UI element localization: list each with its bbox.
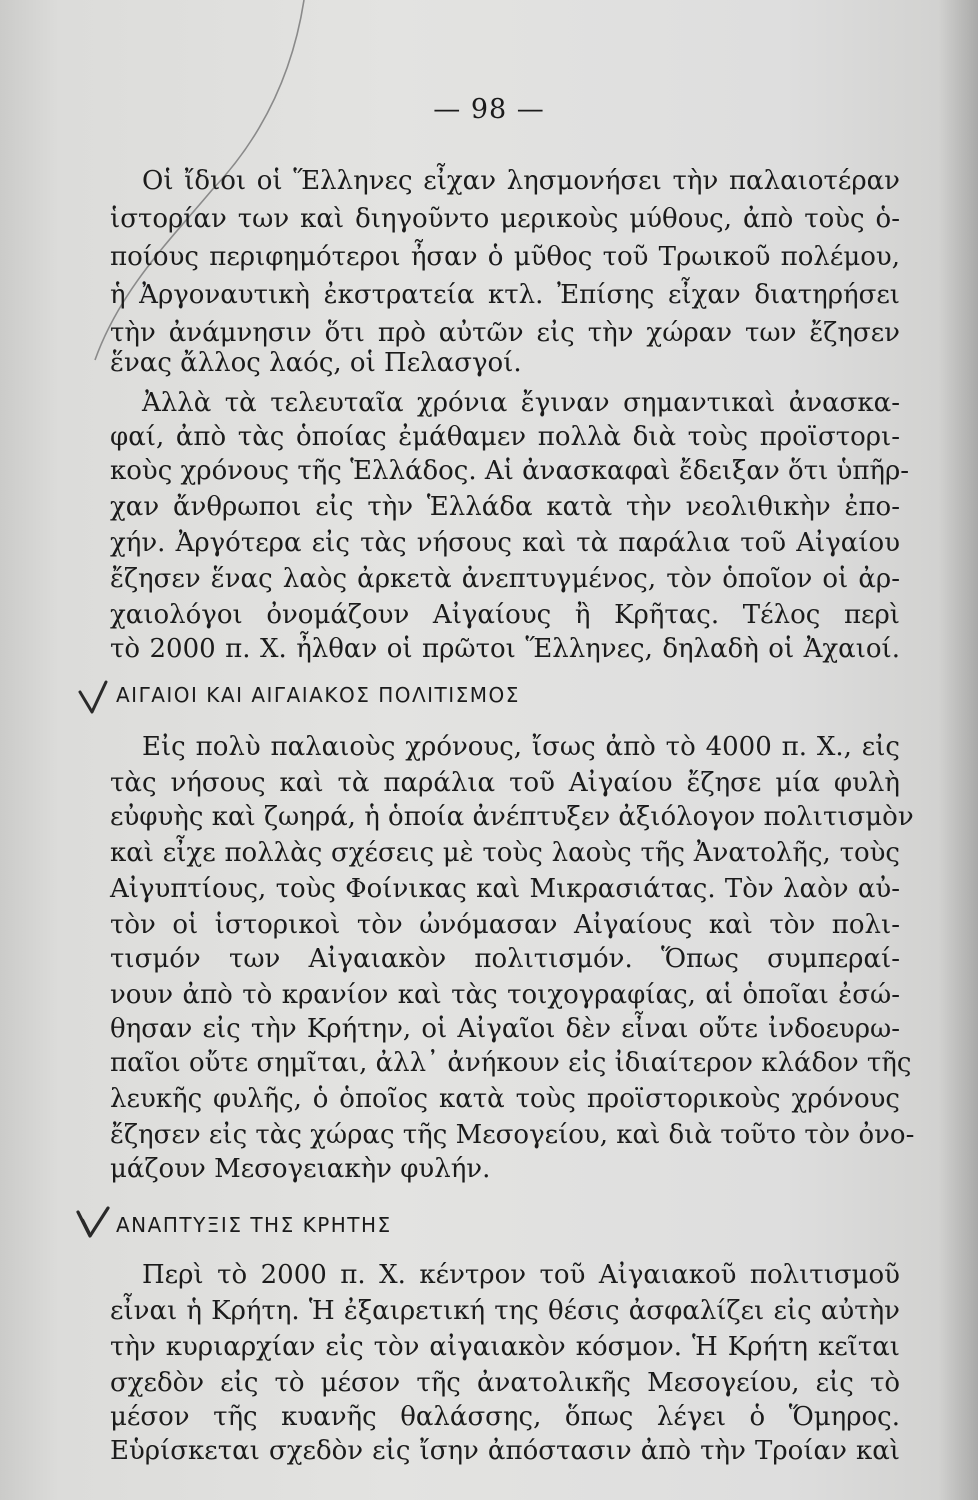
text-line: τὴν κυριαρχίαν εἰς τὸν αἰγαιακὸν κόσμον. Ἡ Κρήτη κεῖται (110, 1332, 900, 1362)
text-line: λευκῆς φυλῆς, ὁ ὁποῖος κατὰ τοὺς προϊστορικοὺς χρόνους (110, 1084, 900, 1114)
text-line: Εἰς πολὺ παλαιοὺς χρόνους, ἴσως ἀπὸ τὸ 4000 π. Χ., εἰς (142, 732, 900, 762)
check-mark-icon (74, 678, 114, 718)
text-line: τὰς νήσους καὶ τὰ παράλια τοῦ Αἰγαίου ἔζησε μία φυλὴ (110, 768, 900, 798)
text-line: Αἰγυπτίους, τοὺς Φοίνικας καὶ Μικρασιάτας. Τὸν λαὸν αὐ- (110, 874, 900, 904)
text-line: θησαν εἰς τὴν Κρήτην, οἱ Αἰγαῖοι δὲν εἶναι οὔτε ἰνδοευρω- (110, 1014, 900, 1044)
text-line: ἱστορίαν των καὶ διηγοῦντο μερικοὺς μύθους, ἀπὸ τοὺς ὁ- (110, 204, 900, 234)
text-line: Περὶ τὸ 2000 π. Χ. κέντρον τοῦ Αἰγαιακοῦ πολιτισμοῦ (142, 1260, 900, 1290)
text-line: μέσον τῆς κυανῆς θαλάσσης, ὅπως λέγει ὁ Ὅμηρος. (110, 1402, 900, 1432)
text-line: ἔζησεν εἰς τὰς χώρας τῆς Μεσογείου, καὶ διὰ τοῦτο τὸν ὀνο- (110, 1120, 915, 1150)
check-mark-icon (74, 1202, 114, 1242)
page-number: — 98 — (433, 94, 545, 125)
text-line: εἶναι ἡ Κρήτη. Ἡ ἐξαιρετική της θέσις ἀσφαλίζει εἰς αὐτὴν (110, 1296, 900, 1326)
section-heading-aegean: ΑΙΓΑΙΟΙ ΚΑΙ ΑΙΓΑΙΑΚΟΣ ΠΟΛΙΤΙΣΜΟΣ (116, 683, 520, 707)
text-line: χαιολόγοι ὀνομάζουν Αἰγαίους ἢ Κρῆτας. Τέλος περὶ (110, 600, 900, 630)
text-line: ἔζησεν ἕνας λαὸς ἀρκετὰ ἀνεπτυγμένος, τὸν ὁποῖον οἱ ἀρ- (110, 564, 900, 594)
text-line: νουν ἀπὸ τὸ κρανίον καὶ τὰς τοιχογραφίας, αἱ ὁποῖαι ἐσώ- (110, 980, 900, 1010)
text-line: ἕνας ἄλλος λαός, οἱ Πελασγοί. (110, 348, 522, 378)
text-line: μάζουν Μεσογειακὴν φυλήν. (110, 1154, 491, 1184)
text-line: ἡ Ἀργοναυτικὴ ἐκστρατεία κτλ. Ἐπίσης εἶχαν διατηρήσει (110, 280, 900, 310)
text-line: Οἱ ἴδιοι οἱ Ἕλληνες εἶχαν λησμονήσει τὴν παλαιοτέραν (142, 166, 900, 196)
section-heading-crete: ΑΝΑΠΤΥΞΙΣ ΤΗΣ ΚΡΗΤΗΣ (116, 1213, 392, 1237)
text-line: Ἀλλὰ τὰ τελευταῖα χρόνια ἔγιναν σημαντικαὶ ἀνασκα- (142, 388, 900, 418)
text-line: χαν ἄνθρωποι εἰς τὴν Ἑλλάδα κατὰ τὴν νεολιθικὴν ἐπο- (110, 492, 900, 522)
text-line: ποίους περιφημότεροι ἦσαν ὁ μῦθος τοῦ Τρωικοῦ πολέμου, (110, 242, 900, 272)
text-line: εὐφυὴς καὶ ζωηρά, ἡ ὁποία ἀνέπτυξεν ἀξιόλογον πολιτισμὸν (110, 802, 914, 832)
text-line: τὴν ἀνάμνησιν ὅτι πρὸ αὐτῶν εἰς τὴν χώραν των ἔζησεν (110, 318, 900, 348)
text-line: Εὑρίσκεται σχεδὸν εἰς ἴσην ἀπόστασιν ἀπὸ τὴν Τροίαν καὶ (110, 1436, 900, 1466)
text-line: χήν. Ἀργότερα εἰς τὰς νήσους καὶ τὰ παράλια τοῦ Αἰγαίου (110, 528, 900, 558)
text-line: τὸν οἱ ἱστορικοὶ τὸν ὠνόμασαν Αἰγαίους καὶ τὸν πολι- (110, 910, 900, 940)
text-line: κοὺς χρόνους τῆς Ἑλλάδος. Αἱ ἀνασκαφαὶ ἔδειξαν ὅτι ὑπῆρ- (110, 456, 910, 486)
text-line: φαί, ἀπὸ τὰς ὁποίας ἐμάθαμεν πολλὰ διὰ τοὺς προϊστορι- (110, 422, 900, 452)
text-line: καὶ εἶχε πολλὰς σχέσεις μὲ τοὺς λαοὺς τῆς Ἀνατολῆς, τοὺς (110, 838, 900, 868)
text-line: σχεδὸν εἰς τὸ μέσον τῆς ἀνατολικῆς Μεσογείου, εἰς τὸ (110, 1368, 900, 1398)
text-line: τὸ 2000 π. Χ. ἦλθαν οἱ πρῶτοι Ἕλληνες, δηλαδὴ οἱ Ἀχαιοί. (110, 634, 900, 664)
text-line: παῖοι οὔτε σημῖται, ἀλλ᾽ ἀνήκουν εἰς ἰδιαίτερον κλάδον τῆς (110, 1048, 912, 1078)
text-line: τισμόν των Αἰγαιακὸν πολιτισμόν. Ὅπως συμπεραί- (110, 944, 900, 974)
page-edge-shadow (938, 0, 978, 1500)
